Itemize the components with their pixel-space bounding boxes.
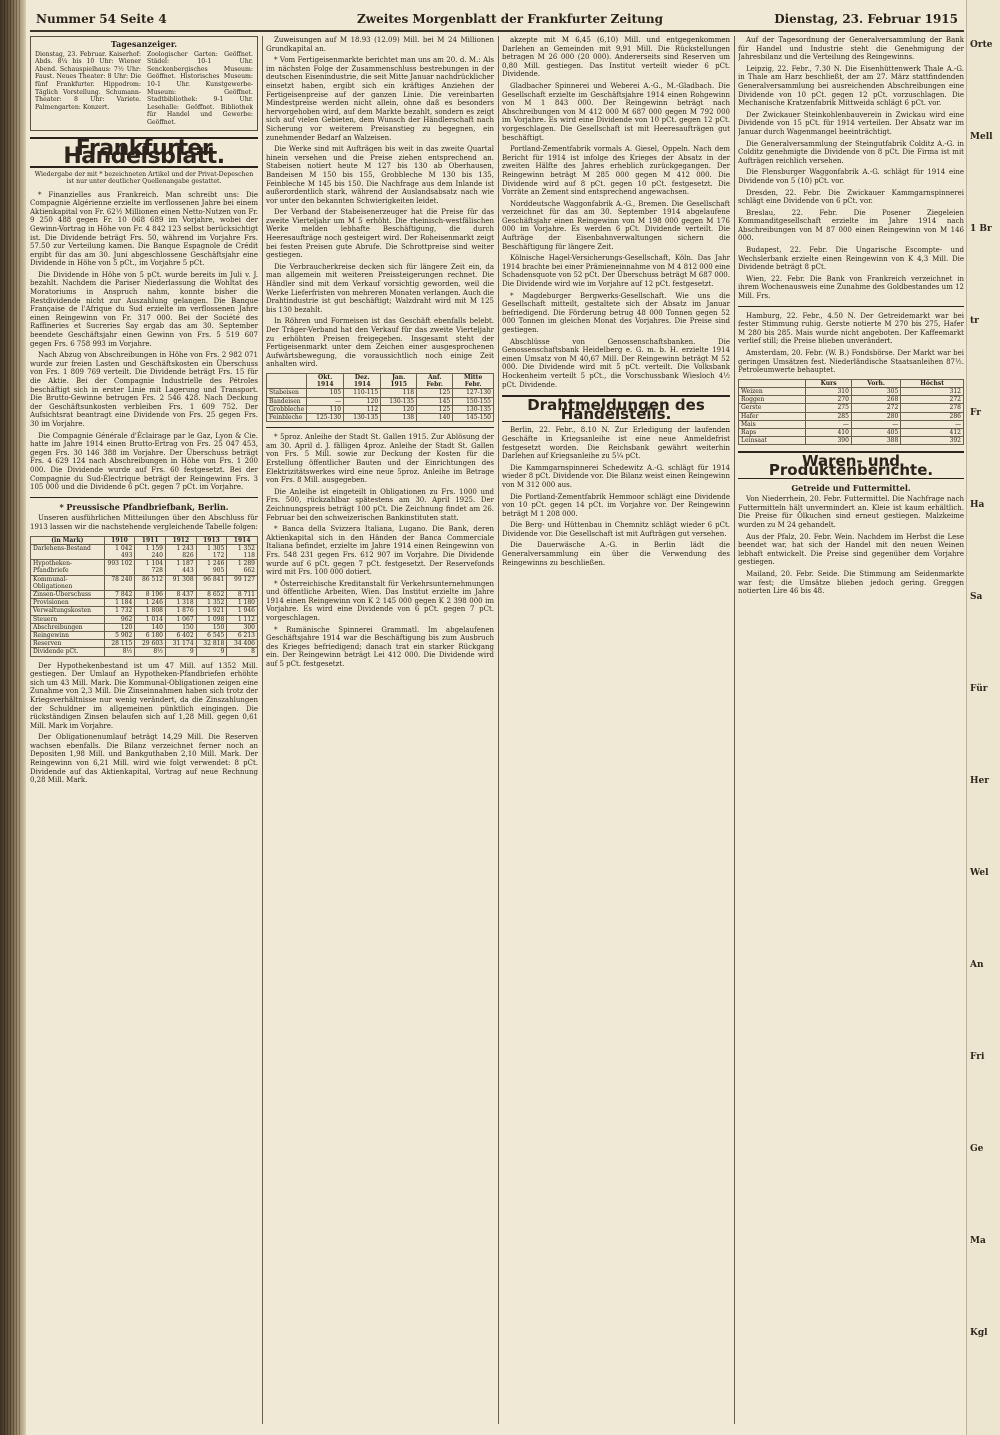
article-paragraph: * Banca della Svizzera Italiana, Lugano. Die Bank, deren Aktienkapital sich in den Händen der Banca Commerciale Italiana befindet, erzielte im Jahre 1914 einen Reingewinn von Frs. 548 231 gegen Frs. 612 907 im Vorjahre. Die Dividende wurde auf 6 pCt. gegen 7 pCt. festgesetzt. Der Reservefonds wird mit Frs. 100 000 dotiert. bbox=[266, 525, 494, 577]
article-paragraph: Die Verbraucherkreise decken sich für längere Zeit ein, da man allgemein mit weiteren Preissteigerungen rechnet. Die Händler sind mit dem Verkauf vorsichtig geworden, weil die Werke Lieferfristen von mehreren Monaten verlangen. Auch die Drahtindustrie ist gut beschäftigt; Walzdraht wird mit M 125 bis 130 bezahlt. bbox=[266, 262, 494, 314]
neighbor-page-fragment: Ge bbox=[970, 1144, 984, 1154]
table-cell: 96 841 bbox=[196, 575, 227, 590]
table-row bbox=[31, 607, 258, 615]
table-cell: Hypotheken-Pfandbriefe bbox=[31, 560, 105, 575]
table-row bbox=[31, 544, 258, 559]
table-cell: 112 bbox=[344, 405, 381, 413]
article-paragraph: Gladbacher Spinnerei und Weberei A.-G., M.-Gladbach. Die Gesellschaft erzielte im Geschäftsjahre 1914 einen Rohgewinn von M 1 843 000. Der Reingewinn beträgt nach Abschreibungen von M 412 000 M 687 000 gegen M 792 000 im Vorjahre. Es wird eine Dividende von 10 pCt. gegen 12 pCt. vorgeschlagen. Die Gesellschaft ist mit Heeresaufträgen gut beschäftigt. bbox=[502, 81, 730, 142]
table-cell: 110-115 bbox=[344, 389, 381, 397]
table-cell: Roggen bbox=[739, 396, 806, 404]
table-cell: 8 652 bbox=[196, 590, 227, 598]
table-cell: — bbox=[901, 420, 964, 428]
article-paragraph: Breslau, 22. Febr. Die Posener Ziegeleien Kommanditgesellschaft erzielte im Jahre 1914 nach Abschreibungen von M 87 000 einen Reingewinn von M 146 000. bbox=[738, 208, 964, 243]
table-row bbox=[739, 412, 964, 420]
table-cell: 1 352 bbox=[196, 599, 227, 607]
table-cell: 29 603 bbox=[135, 640, 166, 648]
table-cell: 125 bbox=[417, 405, 453, 413]
table-cell: 140 bbox=[135, 623, 166, 631]
table-cell: 388 bbox=[851, 437, 900, 445]
table-cell: 268 bbox=[851, 396, 900, 404]
article-paragraph: akzepte mit M 6,45 (6,10) Mill. und entgegenkommen Darlehen an Gemeinden mit 9,91 Mill. Die Rückstellungen betragen M 26 000 (20 000). Andererseits sind Reserven um 0,80 Mill. gestiegen. Das Institut verteilt wieder 6 pCt. Dividende. bbox=[502, 36, 730, 79]
table-cell: 1 159 240 bbox=[135, 544, 166, 559]
table-header-cell bbox=[267, 373, 307, 388]
wire-paragraph: Die Berg- und Hüttenbau in Chemnitz schlägt wieder 6 pCt. Dividende vor. Die Gesellschaft ist mit Aufträgen gut versehen. bbox=[502, 521, 730, 538]
pfandbrief-table bbox=[30, 536, 258, 657]
table-cell: 34 406 bbox=[227, 640, 258, 648]
table-cell: 405 bbox=[851, 429, 900, 437]
article-paragraph: Die Compagnie Générale d'Éclairage par le Gaz, Lyon & Cie. hatte im Jahre 1914 einen Brutto-Ertrag von Frs. 25 047 453, gegen Frs. 30 146 388 im Vorjahre. Der Überschuss beträgt Frs. 4 629 124 nach Abschreibungen in Höhe von Frs. 1 200 000. Die Dividende wurde auf Frs. 60 festgesetzt. Bei der Compagnie du Sud-Électrique beträgt der Reingewinn Frs. 3 105 000 und die Dividende 6 pCt. gegen 7 pCt. im Vorjahre. bbox=[30, 431, 258, 492]
table-cell: 150-155 bbox=[453, 397, 494, 405]
table-cell: 5 902 bbox=[104, 631, 135, 639]
table-cell: 6 402 bbox=[165, 631, 196, 639]
table-cell: Feinbleche bbox=[267, 413, 307, 421]
tagesanzeiger-right: Zoologischer Garten: Geöffnet. Städel: 10-1 Uhr. Senckenbergisches Museum: Geöffnet. Historisches Museum: 10-1 Uhr. Kunstgewerbe-Museum: Geöffnet. Stadtbibliothek: 9-1 Uhr. Lesehalle: Geöffnet. Bibliothek für Handel und Gewerbe: Geöffnet. bbox=[147, 50, 253, 126]
table-cell: 1 289 662 bbox=[227, 560, 258, 575]
table-cell: 140 bbox=[417, 413, 453, 421]
table-cell: 120 bbox=[104, 623, 135, 631]
table-cell: 392 bbox=[901, 437, 964, 445]
article-paragraph: Abschlüsse von Genossenschaftsbanken. Die Genossenschaftsbank Heidelberg e. G. m. b. H. erzielte 1914 einen Umsatz von M 40,67 Mill. Der Reingewinn beträgt M 52 000. Die Dividende wird mit 5 pCt. verteilt. Die Volksbank Hockenheim verteilt 5 pCt., die Vorschussbank Wiesloch 4½ pCt. Dividende. bbox=[502, 337, 730, 389]
article-paragraph: Die Anleihe ist eingeteilt in Obligationen zu Frs. 1000 und Frs. 500, rückzahlbar spätestens am 30. April 1925. Der Zeichnungspreis beträgt 100 pCt. Die Zeichnung findet am 26. Februar bei den schweizerischen Bankinstituten statt. bbox=[266, 487, 494, 522]
table-row bbox=[739, 437, 964, 445]
table-cell: 120 bbox=[344, 397, 381, 405]
table-cell: 110 bbox=[307, 405, 344, 413]
adjacent-page-edge bbox=[966, 0, 1000, 1435]
table-cell: 305 bbox=[851, 387, 900, 395]
table-row bbox=[31, 560, 258, 575]
article-paragraph: Die Dividende in Höhe von 5 pCt. wurde bereits im Juli v. J. bezahlt. Nachdem die Pariser Niederlassung die Wohltat des Moratoriums in Anspruch nahm, konnte bisher die Restdividende nicht zur Auszahlung gelangen. Die Banque Française de l'Afrique du Sud erzielte im verflossenen Jahre einen Reingewinn von Fr. 317 000. Bei der Société des Raffineries et Sucreries Say ergab das am 30. September beendete Geschäftsjahr einen Gewinn von Frs. 5 519 607 gegen Frs. 6 758 993 im Vorjahre. bbox=[30, 270, 258, 348]
table-cell: 127-130 bbox=[453, 389, 494, 397]
table-cell: 1 098 bbox=[196, 615, 227, 623]
wire-paragraph: Die Dauerwäsche A.-G. in Berlin lädt die Generalversammlung ein über die Verwendung des Reingewinns zu beschließen. bbox=[502, 541, 730, 567]
table-header-cell: 1913 bbox=[196, 536, 227, 544]
commodity-report: Aus der Pfalz, 20. Febr. Wein. Nachdem im Herbst die Lese beendet war, hat sich der Handel mit den neuen Weinen lebhaft entwickelt. Die Preise sind gegenüber dem Vorjahre gestiegen. bbox=[738, 532, 964, 567]
tagesanzeiger-box bbox=[30, 36, 258, 131]
table-cell: 86 512 bbox=[135, 575, 166, 590]
table-header-cell: (in Mark) bbox=[31, 536, 105, 544]
article-paragraph: Budapest, 22. Febr. Die Ungarische Escompte- und Wechslerbank erzielte einen Reingewinn von K 4,3 Mill. Die Dividende beträgt 8 pCt. bbox=[738, 246, 964, 272]
table-cell: 8½ bbox=[135, 648, 166, 656]
neighbor-page-fragment: Orte bbox=[970, 40, 993, 50]
table-row bbox=[267, 389, 494, 397]
table-row bbox=[267, 397, 494, 405]
table-cell: 130-135 bbox=[381, 397, 417, 405]
table-cell: 1 184 bbox=[104, 599, 135, 607]
commodity-section-heading: Waren- und Produktenberichte. bbox=[738, 451, 964, 478]
neighbor-page-fragment: Für bbox=[970, 684, 988, 694]
market-rates-table bbox=[738, 379, 964, 446]
table-cell: 28 115 bbox=[104, 640, 135, 648]
table-header-row bbox=[267, 373, 494, 388]
table-cell: 1 318 bbox=[165, 599, 196, 607]
table-cell: 8 bbox=[227, 648, 258, 656]
column-divider bbox=[734, 36, 735, 1424]
neighbor-page-fragment: Fr bbox=[970, 408, 981, 418]
table-cell: 120 bbox=[381, 405, 417, 413]
table-cell: 6 545 bbox=[196, 631, 227, 639]
table-cell: 1 187 443 bbox=[165, 560, 196, 575]
table-cell: 412 bbox=[901, 429, 964, 437]
table-cell: Raps bbox=[739, 429, 806, 437]
table-header-cell: Anf. Febr. bbox=[417, 373, 453, 388]
table-cell: Kommunal-Obligationen bbox=[31, 575, 105, 590]
table-cell: 1 014 bbox=[135, 615, 166, 623]
column-divider bbox=[262, 36, 263, 1424]
table-cell: 78 240 bbox=[104, 575, 135, 590]
table-cell: Leinsaat bbox=[739, 437, 806, 445]
article-paragraph: Der Hypothekenbestand ist um 47 Mill. auf 1352 Mill. gestiegen. Der Umlauf an Hypotheken-Pfandbriefen erhöhte sich um 43 Mill. Mark. Die Kommunal-Obligationen zeigen eine Zunahme von 2,3 Mill. Die Zinseinnahmen haben sich trotz der Kriegsverhältnisse nur wenig verändert, da die Zinszahlungen der Schuldner im allgemeinen pünktlich eingingen. Die rückständigen Zinsen belaufen sich auf 1,28 Mill. gegen 0,61 Mill. Mark im Vorjahre. bbox=[30, 661, 258, 730]
commodity-subheading: Getreide und Futtermittel. bbox=[791, 482, 911, 493]
table-cell: Weizen bbox=[739, 387, 806, 395]
article-paragraph: Wien, 22. Febr. Die Bank von Frankreich verzeichnet in ihrem Wochenausweis eine Zunahme des Goldbestandes um 12 Mill. Frs. bbox=[738, 274, 964, 301]
table-cell: Reserven bbox=[31, 640, 105, 648]
table-cell: 1 067 bbox=[165, 615, 196, 623]
article-paragraph: Auf der Tagesordnung der Generalversammlung der Bank für Handel und Industrie steht die Genehmigung der Jahresbilanz und die Verteilung des Reingewinns. bbox=[738, 36, 964, 62]
column-divider bbox=[498, 36, 499, 1424]
issue-date: Dienstag, 23. Februar 1915 bbox=[774, 12, 958, 26]
table-cell: Abschreibungen bbox=[31, 623, 105, 631]
article-paragraph: Nach Abzug von Abschreibungen in Höhe von Frs. 2 982 071 wurde zur freien Lasten und Geschäftskosten ein Überschuss von Frs. 1 809 769 verteilt. Die Dividende beträgt Frs. 15 für die Aktie. Bei der Compagnie Industrielle des Pétroles beschäftigt sich in erster Linie mit Lagerung und Transport. Die Brutto-Gewinne betrugen Frs. 2 546 428. Nach Deckung der Geschäftsunkosten verbleiben Frs. 1 609 752. Der Aufsichtsrat beantragt eine Dividende von Frs. 25 gegen Frs. 30 im Vorjahre. bbox=[30, 351, 258, 428]
table-row bbox=[739, 404, 964, 412]
table-row bbox=[739, 420, 964, 428]
tagesanzeiger-title: Tagesanzeiger. bbox=[110, 39, 178, 49]
table-cell: 1 876 bbox=[165, 607, 196, 615]
table-cell: 145-150 bbox=[453, 413, 494, 421]
table-cell: 32 818 bbox=[196, 640, 227, 648]
iron-price-table bbox=[266, 373, 494, 422]
table-cell: Gerste bbox=[739, 404, 806, 412]
table-cell: 8 196 bbox=[135, 590, 166, 598]
table-header-cell: 1914 bbox=[227, 536, 258, 544]
article-paragraph: Der Zwickauer Steinkohlenbauverein in Zwickau wird eine Dividende von 15 pCt. für 1914 verteilen. Der Absatz war im Januar durch Wagenmangel beeinträchtigt. bbox=[738, 110, 964, 136]
spine-texture bbox=[4, 0, 20, 1435]
table-header-cell: Vorh. bbox=[851, 379, 900, 387]
table-cell: 7 842 bbox=[104, 590, 135, 598]
table-cell: 285 bbox=[806, 412, 852, 420]
neighbor-page-fragment: Wel bbox=[970, 868, 989, 878]
table-cell: 138 bbox=[381, 413, 417, 421]
article-paragraph: Kölnische Hagel-Versicherungs-Gesellschaft, Köln. Das Jahr 1914 brachte bei einer Prämieneinnahme von M 4 812 000 eine Schadensquote von 52 pCt. Der Überschuss beträgt M 687 000. Die Dividende wird wie im Vorjahre auf 12 pCt. festgesetzt. bbox=[502, 254, 730, 289]
table-row bbox=[739, 396, 964, 404]
neighbor-page-fragment: Sa bbox=[970, 592, 983, 602]
neighbor-page-fragment: Her bbox=[970, 776, 989, 786]
article-paragraph: Die Flensburger Waggonfabrik A.-G. schlägt für 1914 eine Dividende von 5 (10) pCt. vor. bbox=[738, 168, 964, 185]
table-header-cell: Kurs bbox=[806, 379, 852, 387]
neighbor-page-fragment: Ma bbox=[970, 1236, 986, 1246]
table-cell: 6 213 bbox=[227, 631, 258, 639]
table-cell: Stabeisen bbox=[267, 389, 307, 397]
column-1 bbox=[30, 36, 258, 1426]
tagesanzeiger-left: Dienstag, 23. Februar. Kaiserhof: Abds. 8¼ bis 10 Uhr: Wiener Abend. Schauspielhaus: 7½ Uhr: Faust. Neues Theater: 8 Uhr: Die fünf Frankfurter. Hippodrom: Täglich Vorstellung. Schumann-Theater: 8 Uhr: Variete. Palmengarten: Konzert. bbox=[35, 50, 141, 111]
wire-section-heading: Drahtmeldungen des Handelsteils. bbox=[502, 395, 730, 422]
newspaper-title: Zweites Morgenblatt der Frankfurter Zeitung bbox=[357, 12, 663, 26]
table-cell: 300 bbox=[227, 623, 258, 631]
article-paragraph: * Rumänische Spinnerei Grammatl. Im abgelaufenen Geschäftsjahre 1914 war die Beschäftigung bis zum Ausbruch des Krieges befriedigend; danach trat ein starker Rückgang ein. Der Reingewinn beträgt Lei 412 000. Die Dividende wird auf 5 pCt. festgesetzt. bbox=[266, 625, 494, 669]
table-cell: 6 180 bbox=[135, 631, 166, 639]
article-paragraph: Portland-Zementfabrik vormals A. Giesel, Oppeln. Nach dem Bericht für 1914 ist infolge des Krieges der Absatz in der zweiten Hälfte des Jahres erheblich zurückgegangen. Der Reingewinn beträgt M 285 000 gegen M 412 000. Die Dividende wird auf 8 pCt. gegen 10 pCt. festgesetzt. Die Vorräte an Zement sind entsprechend angewachsen. bbox=[502, 145, 730, 197]
table-row bbox=[31, 590, 258, 598]
article-heading: * Preussische Pfandbriefbank, Berlin. bbox=[59, 501, 229, 512]
table-cell: 150 bbox=[196, 623, 227, 631]
article-paragraph: Norddeutsche Waggonfabrik A.-G., Bremen. Die Gesellschaft verzeichnet für das am 30. September 1914 abgelaufene Geschäftsjahr einen Reingewinn von M 198 000 gegen M 176 000 im Vorjahre. Es werden 6 pCt. Dividende verteilt. Die Aufträge der Eisenbahnverwaltungen sichern die Beschäftigung für längere Zeit. bbox=[502, 199, 730, 251]
table-cell: 410 bbox=[806, 429, 852, 437]
article-paragraph: Der Verband der Stabeisenerzeuger hat die Preise für das zweite Vierteljahr um M 5 erhöht. Die rheinisch-westfälischen Werke melden lebhafte Beschäftigung, die durch Heeresaufträge noch gesteigert wird. Der Roheisenmarkt zeigt bei festen Preisen gute Abrufe. Die Schrottpreise sind weiter gestiegen. bbox=[266, 208, 494, 260]
neighbor-page-fragment: Fri bbox=[970, 1052, 985, 1062]
table-cell: 130-135 bbox=[344, 413, 381, 421]
table-cell: 1 305 172 bbox=[196, 544, 227, 559]
col1-articles bbox=[30, 191, 258, 492]
table-cell: Bandeisen bbox=[267, 397, 307, 405]
table-header-cell: Dez. 1914 bbox=[344, 373, 381, 388]
table-cell: 390 bbox=[806, 437, 852, 445]
table-cell: 312 bbox=[901, 387, 964, 395]
table-cell: Mais bbox=[739, 420, 806, 428]
handelsblatt-masthead: Frankfurter Handelsblatt. bbox=[30, 137, 258, 168]
table-row bbox=[31, 648, 258, 656]
table-cell: 118 bbox=[381, 389, 417, 397]
table-cell: — bbox=[851, 420, 900, 428]
table-header-row bbox=[739, 379, 964, 387]
page-sheet bbox=[30, 8, 964, 1428]
commodity-report: Mailand, 20. Febr. Seide. Die Stimmung am Seidenmarkte war fest; die Umsätze blieben jedoch gering. Greggen notierten Lire 46 bis 48. bbox=[738, 569, 964, 596]
table-cell: 1 112 bbox=[227, 615, 258, 623]
article-paragraph: * 5proz. Anleihe der Stadt St. Gallen 1915. Zur Ablösung der am 30. April d. J. fälligen 4proz. Anleihe der Stadt St. Gallen von Frs. 5 Mill. sowie zur Deckung der Kosten für die Erstellung öffentlicher Bauten und der Einrichtungen des Elektrizitätswerkes wird eine neue 5proz. Anleihe im Betrage von Frs. 8 Mill. ausgegeben. bbox=[266, 433, 494, 485]
article-separator bbox=[738, 306, 964, 307]
table-cell: 1 243 826 bbox=[165, 544, 196, 559]
table-row bbox=[739, 429, 964, 437]
table-cell: 150 bbox=[165, 623, 196, 631]
table-cell: 280 bbox=[851, 412, 900, 420]
table-row bbox=[739, 387, 964, 395]
table-cell: Reingewinn bbox=[31, 631, 105, 639]
table-cell: 310 bbox=[806, 387, 852, 395]
wire-paragraph: Die Portland-Zementfabrik Hemmoor schlägt eine Dividende von 10 pCt. gegen 14 pCt. im Vorjahre vor. Der Reingewinn beträgt M 1 208 000. bbox=[502, 492, 730, 518]
table-cell: 145 bbox=[417, 397, 453, 405]
article-paragraph: Die Generalversammlung der Steingutfabrik Colditz A.-G. in Colditz genehmigte die Dividende von 8 pCt. Die Firma ist mit Aufträgen reichlich versehen. bbox=[738, 139, 964, 165]
table-cell: 8 711 bbox=[227, 590, 258, 598]
article-paragraph: * Finanzielles aus Frankreich. Man schreibt uns: Die Compagnie Algérienne erzielte im verflossenen Jahre bei einem Aktienkapital von Fr. 62½ Millionen einen Netto-Nutzen von Fr. 9 250 488 gegen Fr. 10 068 689 im Vorjahre, wobei der Gewinn-Vortrag in Höhe von Fr. 4 842 123 selbst berücksichtigt ist. Die Dividende beträgt Frs. 50, während im Vorjahre Frs. 57.50 zur Verteilung kamen. Die Banque Espagnole de Crédit ergibt für das am 30. Juni abgeschlossene Geschäftsjahr eine Dividende in Höhe von 5 pCt., im Vorjahre 5 pCt. bbox=[30, 190, 258, 268]
table-header-cell: 1910 bbox=[104, 536, 135, 544]
table-cell: 1 180 bbox=[227, 599, 258, 607]
neighbor-page-fragment: Ha bbox=[970, 500, 985, 510]
neighbor-page-fragment: 1 Br bbox=[970, 224, 992, 234]
wire-paragraph: Berlin, 22. Febr., 8.10 N. Zur Erledigung der laufenden Geschäfte in Kriegsanleihe ist eine neue Anmeldefrist festgesetzt worden. Die Reichsbank gewährt weiterhin Darlehen auf Kriegsanleihe zu 5¼ pCt. bbox=[502, 426, 730, 461]
table-cell: 1 808 bbox=[135, 607, 166, 615]
article-separator bbox=[266, 427, 494, 428]
table-cell: 99 127 bbox=[227, 575, 258, 590]
table-header-row bbox=[31, 536, 258, 544]
table-row bbox=[267, 405, 494, 413]
table-cell: Verwaltungskosten bbox=[31, 607, 105, 615]
table-cell: 275 bbox=[806, 404, 852, 412]
article-paragraph: Der Obligationenumlauf beträgt 14,29 Mill. Die Reserven wachsen ebenfalls. Die Bilanz verzeichnet ferner noch an Depositen 1,98 Mill. und Bankguthaben 2,10 Mill. Mark. Der Reingewinn von 6,21 Mill. wird wie folgt verwendet: 8 pCt. Dividende auf das Aktienkapital, Vortrag auf neue Rechnung 0,28 Mill. Mark. bbox=[30, 733, 258, 785]
table-cell: — bbox=[806, 420, 852, 428]
article-paragraph: * Vom Fertigeisenmarkte berichtet man uns am 20. d. M.: Als im nächsten Folge der Zusammenschluss bestrebungen in der deutschen Eisenindustrie, die seit Mitte Januar nachdrücklicher einsetzt haben, ergibt sich ein kräftiges Anziehen der Fertigeisenpreise auf der ganzen Linie. Die vereinbarten Mindestpreise werden nicht allein, ohne daß es besonders hervorgehoben wird, auf dem Markte bezahlt, sondern es zeigt sich auf vielen Gebieten, dem Wunsch der Händlerschaft nach Sicherung vor weiterem Preisanstieg zu begegnen, ein zunehmender Bedarf an Walzeisen. bbox=[266, 56, 494, 142]
neighbor-page-fragment: Mell bbox=[970, 132, 993, 142]
table-cell: 105 bbox=[307, 389, 344, 397]
article-paragraph: Zuweisungen auf M 18.93 (12.09) Mill. bei M 24 Millionen Grundkapital an. bbox=[266, 36, 494, 53]
table-header-cell: 1912 bbox=[165, 536, 196, 544]
table-row bbox=[31, 631, 258, 639]
article-paragraph: * Magdeburger Bergwerks-Gesellschaft. Wie uns die Gesellschaft mitteilt, gestaltete sich der Absatz im Januar befriedigend. Die Förderung betrug 48 000 Tonnen gegen 52 000 Tonnen im gleichen Monat des Vorjahres. Die Preise sind gestiegen. bbox=[502, 291, 730, 334]
wire-paragraph: Die Kammgarnspinnerei Schedewitz A.-G. schlägt für 1914 wieder 8 pCt. Dividende vor. Die Bilanz weist einen Reingewinn von M 312 000 aus. bbox=[502, 463, 730, 489]
table-cell: 286 bbox=[901, 412, 964, 420]
table-cell: 91 308 bbox=[165, 575, 196, 590]
column-4 bbox=[738, 36, 964, 1426]
table-cell: 1 246 905 bbox=[196, 560, 227, 575]
table-header-cell: 1911 bbox=[135, 536, 166, 544]
table-cell: 272 bbox=[851, 404, 900, 412]
table-cell: Provisionen bbox=[31, 599, 105, 607]
table-cell: Dividende pCt. bbox=[31, 648, 105, 656]
table-cell: 130-135 bbox=[453, 405, 494, 413]
table-cell: 1 042 493 bbox=[104, 544, 135, 559]
table-cell: Steuern bbox=[31, 615, 105, 623]
article-paragraph: Unseren ausführlichen Mitteilungen über den Abschluss für 1913 lassen wir die nachstehende vergleichende Tabelle folgen: bbox=[30, 514, 258, 531]
article-paragraph: Dresden, 22. Febr. Die Zwickauer Kammgarnspinnerei schlägt eine Dividende von 6 pCt. vor. bbox=[738, 188, 964, 206]
table-cell: 8½ bbox=[104, 648, 135, 656]
table-header-cell: Höchst bbox=[901, 379, 964, 387]
neighbor-page-fragment: An bbox=[970, 960, 984, 970]
article-paragraph: Leipzig, 22. Febr., 7.30 N. Die Eisenhüttenwerk Thale A.-G. in Thale am Harz beschließt, der am 27. März stattfindenden Generalversammlung bei ausreichenden Abschreibungen eine Dividende von 10 pCt. gegen 12 pCt. vorzuschlagen. Die Mechanische Kratzenfabrik Mittweida schlägt 6 pCt. vor. bbox=[738, 64, 964, 108]
table-cell: 8 437 bbox=[165, 590, 196, 598]
neighbor-page-fragment: tr bbox=[970, 316, 979, 326]
table-cell: 1 104 728 bbox=[135, 560, 166, 575]
table-cell: 993 102 bbox=[104, 560, 135, 575]
column-3 bbox=[502, 36, 730, 1426]
table-cell: 31 174 bbox=[165, 640, 196, 648]
table-row bbox=[267, 413, 494, 421]
table-cell: 9 bbox=[196, 648, 227, 656]
table-cell: 278 bbox=[901, 404, 964, 412]
table-row bbox=[31, 623, 258, 631]
book-spine bbox=[0, 0, 26, 1435]
market-report: Amsterdam, 20. Febr. (W. B.) Fondsbörse. Der Markt war bei geringen Umsätzen fest. Niederländische Staatsanleihen 87½. Petroleumwerte behauptet. bbox=[738, 349, 964, 375]
table-cell: 962 bbox=[104, 615, 135, 623]
article-paragraph: Die Werke sind mit Aufträgen bis weit in das zweite Quartal hinein versehen und die Preise ziehen entsprechend an. Stabeisen notiert heute M 127 bis 130 ab Oberhausen, Bandeisen M 150 bis 155, Grobbleche M 130 bis 135, Feinbleche M 145 bis 150. Die Nachfrage aus dem Inlande ist außerordentlich stark, während der Auslandsabsatz nach wie vor unter den bekannten Schwierigkeiten leidet. bbox=[266, 145, 494, 205]
column-2 bbox=[266, 36, 494, 1426]
table-cell: 1 246 bbox=[135, 599, 166, 607]
table-cell: Darlehens-Bestand bbox=[31, 544, 105, 559]
table-row bbox=[31, 640, 258, 648]
table-cell: 1 732 bbox=[104, 607, 135, 615]
masthead-note: Wiedergabe der mit * bezeichneten Artikel und der Privat-Depeschen ist nur unter deutlicher Quellenangabe gestattet. bbox=[34, 170, 254, 186]
table-cell: 272 bbox=[901, 396, 964, 404]
table-header-cell: Jan. 1915 bbox=[381, 373, 417, 388]
issue-number: Nummer 54 Seite 4 bbox=[36, 12, 167, 26]
table-cell: 1 352 118 bbox=[227, 544, 258, 559]
table-cell: 270 bbox=[806, 396, 852, 404]
table-header-cell: Mitte Febr. bbox=[453, 373, 494, 388]
market-report: Hamburg, 22. Febr., 4.50 N. Der Getreidemarkt war bei fester Stimmung ruhig. Gerste notierte M 270 bis 275, Hafer M 280 bis 285. Mais wurde nicht angeboten. Der Kaffeemarkt verlief still; die Preise blieben unverändert. bbox=[738, 311, 964, 346]
table-header-cell: Okt. 1914 bbox=[307, 373, 344, 388]
table-row bbox=[31, 599, 258, 607]
table-header-cell bbox=[739, 379, 806, 387]
table-row bbox=[31, 575, 258, 590]
article-paragraph: In Röhren und Formeisen ist das Geschäft ebenfalls belebt. Der Träger-Verband hat den Verkauf für das zweite Vierteljahr zu erhöhten Preisen freigegeben. Insgesamt steht der Fertigeisenmarkt unter dem Zeichen einer ausgesprochenen Aufwärtsbewegung, die voraussichtlich noch einige Zeit anhalten wird. bbox=[266, 317, 494, 369]
article-separator bbox=[30, 497, 258, 498]
table-cell: — bbox=[307, 397, 344, 405]
commodity-report: Von Niederrhein, 20. Febr. Futtermittel. Die Nachfrage nach Futtermitteln hält unvermindert an. Kleie ist kaum erhältlich. Die Preise für Ölkuchen sind erneut gestiegen. Malzkeime wurden zu M 24 gehandelt. bbox=[738, 495, 964, 529]
table-cell: Zinsen-Überschuss bbox=[31, 590, 105, 598]
table-cell: 125 bbox=[417, 389, 453, 397]
table-cell: 1 946 bbox=[227, 607, 258, 615]
table-cell: Hafer bbox=[739, 412, 806, 420]
article-paragraph: * Österreichische Kreditanstalt für Verkehrsunternehmungen und öffentliche Arbeiten, Wien. Das Institut erzielte im Jahre 1914 einen Reingewinn von K 2 145 000 gegen K 2 398 000 im Vorjahre. Es wird eine Dividende von 6 pCt. gegen 7 pCt. vorgeschlagen. bbox=[266, 579, 494, 623]
table-cell: 9 bbox=[165, 648, 196, 656]
table-cell: 125-130 bbox=[307, 413, 344, 421]
table-cell: Grobbleche bbox=[267, 405, 307, 413]
table-row bbox=[31, 615, 258, 623]
neighbor-page-fragment: Kgl bbox=[970, 1328, 988, 1338]
table-cell: 1 921 bbox=[196, 607, 227, 615]
page-header bbox=[30, 8, 964, 32]
